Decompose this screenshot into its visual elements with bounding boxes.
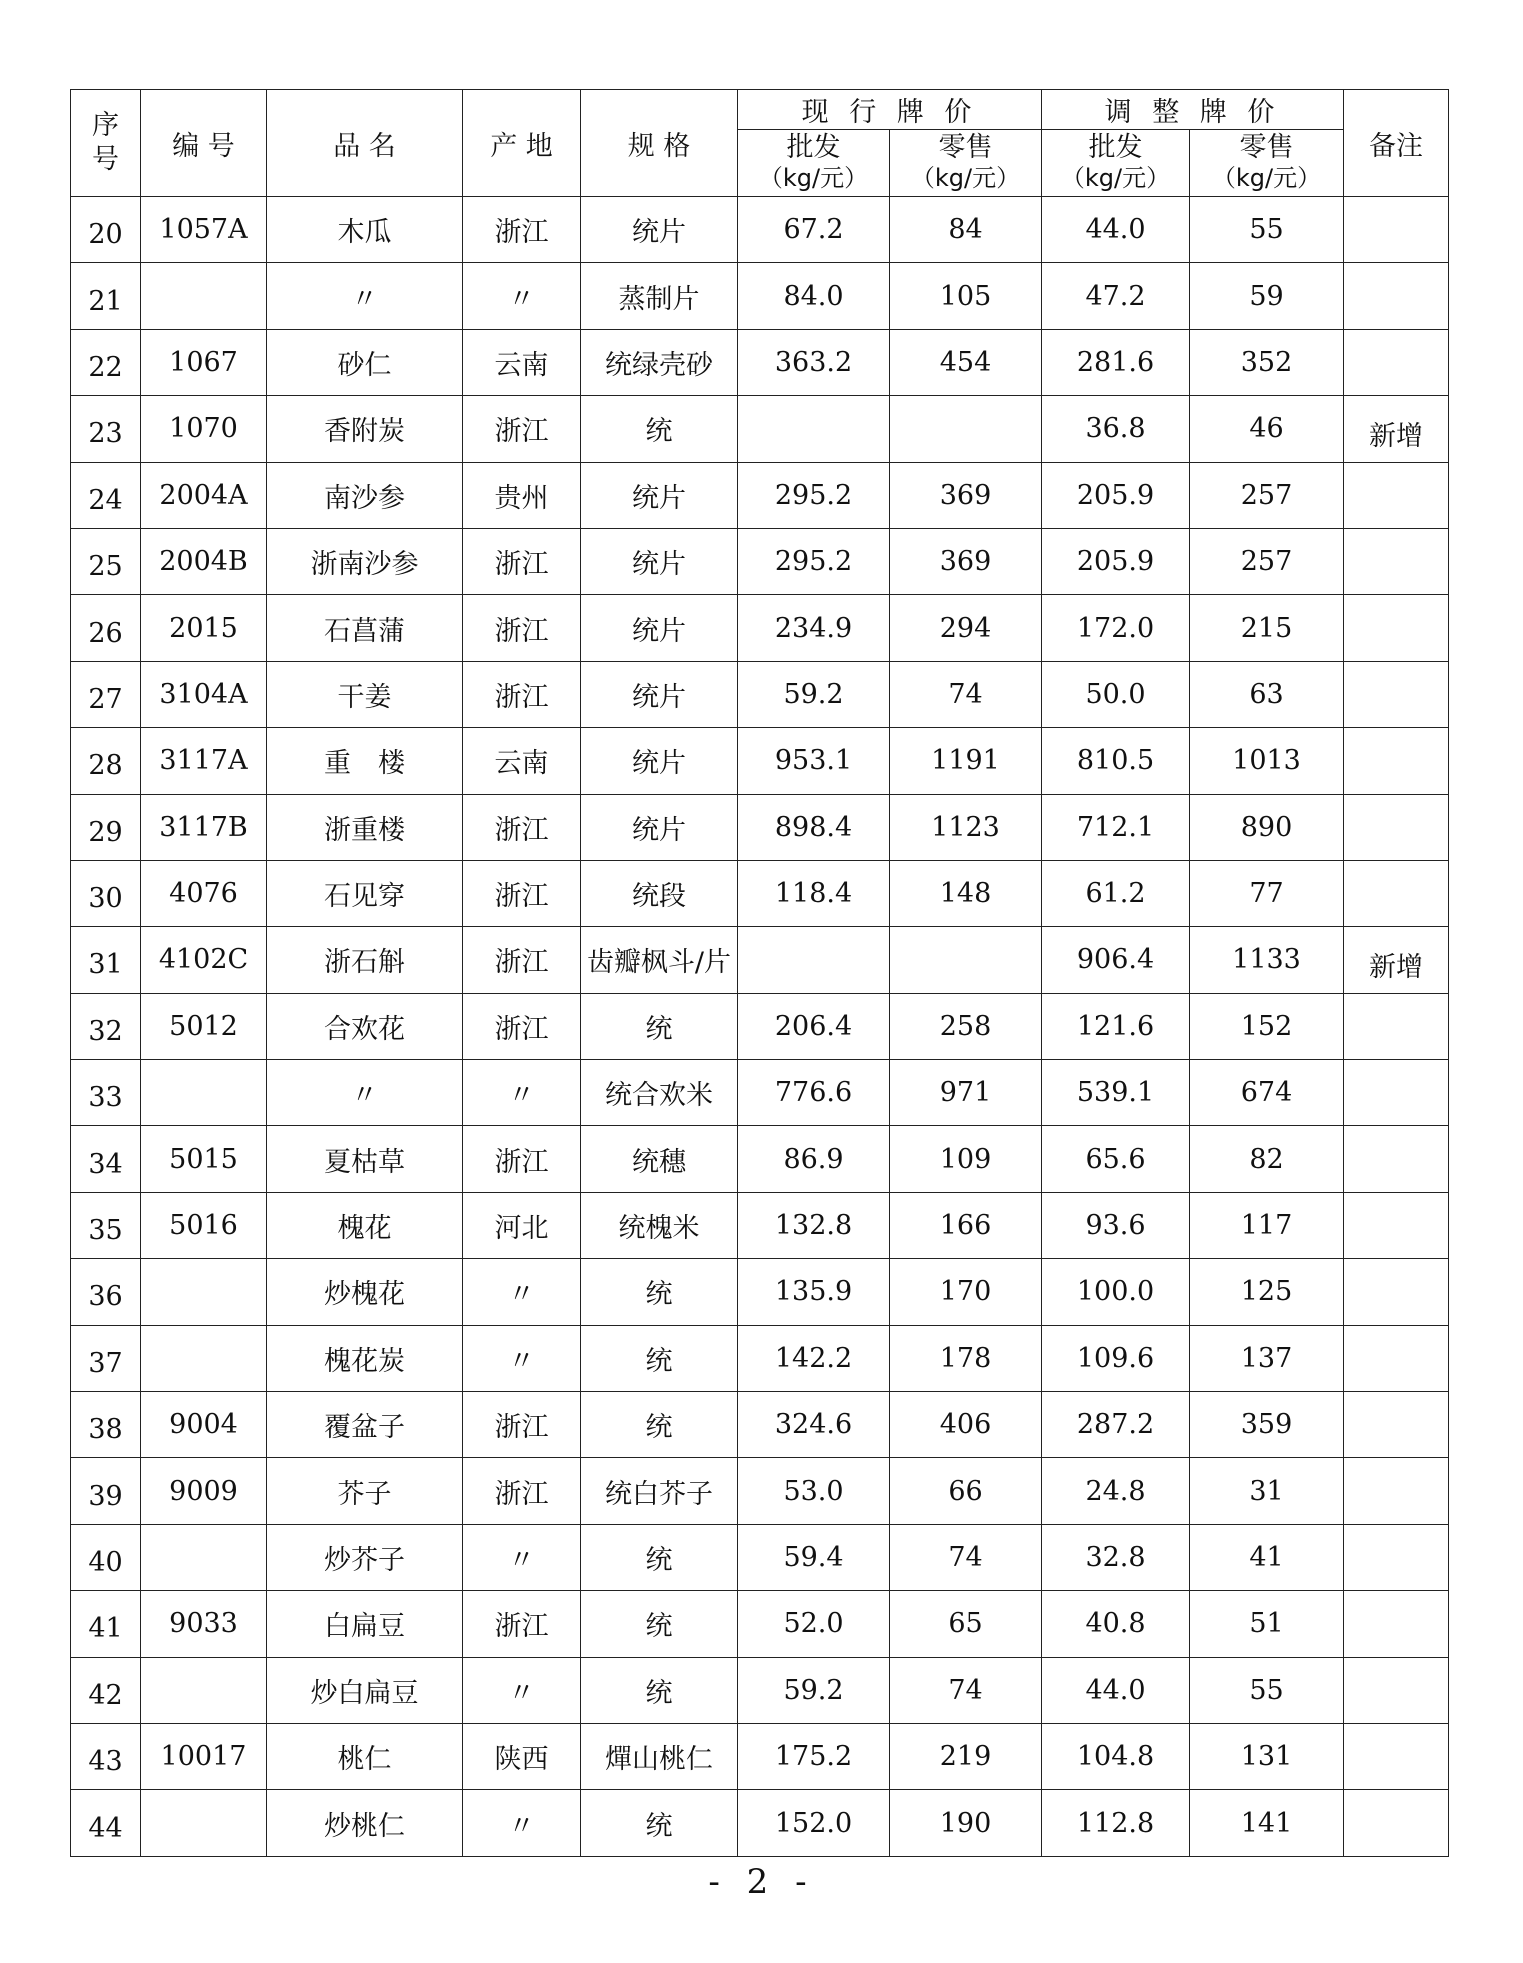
cell-current-retail: 74 — [890, 1657, 1042, 1723]
cell-adjusted-retail: 1133 — [1190, 927, 1344, 993]
cell-adjusted-wholesale: 109.6 — [1042, 1325, 1190, 1391]
cell-adjusted-retail: 125 — [1190, 1259, 1344, 1325]
cell-current-retail: 258 — [890, 993, 1042, 1059]
cell-seq: 26 — [71, 595, 141, 661]
cell-remark — [1344, 528, 1449, 594]
cell-current-wholesale: 59.4 — [738, 1524, 890, 1590]
header-current-retail: 零售 （kg/元） — [890, 130, 1042, 197]
header-current-wholesale: 批发 （kg/元） — [738, 130, 890, 197]
table-row — [71, 1657, 1449, 1723]
cell-current-retail: 109 — [890, 1126, 1042, 1192]
cell-origin: 浙江 — [463, 197, 581, 263]
cell-current-wholesale: 86.9 — [738, 1126, 890, 1192]
cell-name: 炒桃仁 — [267, 1790, 463, 1856]
cell-name: 重 楼 — [267, 728, 463, 794]
cell-adjusted-retail: 77 — [1190, 860, 1344, 926]
cell-code: 4076 — [141, 860, 267, 926]
cell-remark — [1344, 860, 1449, 926]
cell-spec: 统绿壳砂 — [581, 329, 738, 395]
cell-spec: 统片 — [581, 661, 738, 727]
cell-spec: 统段 — [581, 860, 738, 926]
cell-remark — [1344, 1325, 1449, 1391]
cell-name: 石菖蒲 — [267, 595, 463, 661]
cell-origin: 〃 — [463, 1790, 581, 1856]
table-row — [71, 1591, 1449, 1657]
cell-origin: 浙江 — [463, 1591, 581, 1657]
cell-seq: 36 — [71, 1259, 141, 1325]
cell-adjusted-wholesale: 539.1 — [1042, 1060, 1190, 1126]
table-row — [71, 1723, 1449, 1789]
cell-origin: 〃 — [463, 1524, 581, 1590]
cell-code: 3117B — [141, 794, 267, 860]
cell-name: 砂仁 — [267, 329, 463, 395]
cell-spec: 统穗 — [581, 1126, 738, 1192]
cell-code: 2004B — [141, 528, 267, 594]
cell-seq: 41 — [71, 1591, 141, 1657]
cell-current-retail: 406 — [890, 1392, 1042, 1458]
cell-code: 10017 — [141, 1723, 267, 1789]
cell-seq: 22 — [71, 329, 141, 395]
cell-remark — [1344, 1060, 1449, 1126]
table-row — [71, 329, 1449, 395]
cell-adjusted-wholesale: 205.9 — [1042, 462, 1190, 528]
cell-adjusted-retail: 257 — [1190, 528, 1344, 594]
cell-code: 9033 — [141, 1591, 267, 1657]
cell-name: 炒芥子 — [267, 1524, 463, 1590]
cell-remark — [1344, 329, 1449, 395]
cell-origin: 云南 — [463, 728, 581, 794]
cell-origin: 〃 — [463, 263, 581, 329]
table-row — [71, 1392, 1449, 1458]
cell-seq: 44 — [71, 1790, 141, 1856]
price-table — [70, 89, 1449, 1857]
table-row — [71, 595, 1449, 661]
table-row — [71, 927, 1449, 993]
cell-current-wholesale: 175.2 — [738, 1723, 890, 1789]
cell-adjusted-retail: 352 — [1190, 329, 1344, 395]
cell-name: 芥子 — [267, 1458, 463, 1524]
cell-spec: 统 — [581, 396, 738, 462]
cell-name: 浙重楼 — [267, 794, 463, 860]
cell-code: 5015 — [141, 1126, 267, 1192]
cell-remark — [1344, 1790, 1449, 1856]
cell-name: 覆盆子 — [267, 1392, 463, 1458]
cell-remark — [1344, 661, 1449, 727]
cell-spec: 统合欢米 — [581, 1060, 738, 1126]
cell-adjusted-retail: 82 — [1190, 1126, 1344, 1192]
cell-adjusted-retail: 890 — [1190, 794, 1344, 860]
cell-code: 1067 — [141, 329, 267, 395]
cell-spec: 统 — [581, 1259, 738, 1325]
cell-remark — [1344, 595, 1449, 661]
cell-adjusted-wholesale: 65.6 — [1042, 1126, 1190, 1192]
cell-current-wholesale: 135.9 — [738, 1259, 890, 1325]
cell-name: 南沙参 — [267, 462, 463, 528]
cell-seq: 37 — [71, 1325, 141, 1391]
cell-origin: 浙江 — [463, 1392, 581, 1458]
table-row — [71, 661, 1449, 727]
cell-spec: 统 — [581, 1524, 738, 1590]
table-body — [71, 197, 1449, 1857]
cell-seq: 20 — [71, 197, 141, 263]
table-row — [71, 1192, 1449, 1258]
cell-adjusted-retail: 41 — [1190, 1524, 1344, 1590]
cell-adjusted-retail: 55 — [1190, 1657, 1344, 1723]
cell-remark — [1344, 1657, 1449, 1723]
cell-remark: 新增 — [1344, 396, 1449, 462]
cell-adjusted-retail: 257 — [1190, 462, 1344, 528]
cell-current-wholesale: 132.8 — [738, 1192, 890, 1258]
cell-current-wholesale: 67.2 — [738, 197, 890, 263]
cell-code: 5012 — [141, 993, 267, 1059]
cell-adjusted-retail: 31 — [1190, 1458, 1344, 1524]
header-name: 品 名 — [267, 90, 463, 197]
header-remark: 备注 — [1344, 90, 1449, 197]
cell-current-retail: 105 — [890, 263, 1042, 329]
table-row — [71, 1458, 1449, 1524]
cell-adjusted-wholesale: 40.8 — [1042, 1591, 1190, 1657]
table-row — [71, 462, 1449, 528]
cell-spec: 蒸制片 — [581, 263, 738, 329]
price-table-container — [70, 89, 1448, 1857]
cell-current-wholesale: 142.2 — [738, 1325, 890, 1391]
cell-current-wholesale — [738, 927, 890, 993]
cell-spec: 统 — [581, 1657, 738, 1723]
cell-remark — [1344, 1192, 1449, 1258]
cell-current-retail: 166 — [890, 1192, 1042, 1258]
cell-adjusted-retail: 1013 — [1190, 728, 1344, 794]
cell-current-retail: 65 — [890, 1591, 1042, 1657]
cell-adjusted-wholesale: 32.8 — [1042, 1524, 1190, 1590]
cell-current-retail: 971 — [890, 1060, 1042, 1126]
cell-seq: 28 — [71, 728, 141, 794]
cell-code: 9004 — [141, 1392, 267, 1458]
cell-adjusted-wholesale: 281.6 — [1042, 329, 1190, 395]
cell-current-retail: 74 — [890, 1524, 1042, 1590]
cell-current-retail — [890, 927, 1042, 993]
header-code: 编 号 — [141, 90, 267, 197]
cell-current-wholesale: 324.6 — [738, 1392, 890, 1458]
cell-code — [141, 1060, 267, 1126]
cell-current-wholesale: 152.0 — [738, 1790, 890, 1856]
cell-origin: 〃 — [463, 1325, 581, 1391]
cell-code — [141, 1524, 267, 1590]
cell-current-retail: 74 — [890, 661, 1042, 727]
cell-origin: 浙江 — [463, 396, 581, 462]
cell-adjusted-retail: 131 — [1190, 1723, 1344, 1789]
cell-code: 1070 — [141, 396, 267, 462]
header-adjusted-retail: 零售 （kg/元） — [1190, 130, 1344, 197]
cell-origin: 浙江 — [463, 1458, 581, 1524]
cell-remark — [1344, 1392, 1449, 1458]
cell-adjusted-wholesale: 36.8 — [1042, 396, 1190, 462]
cell-seq: 27 — [71, 661, 141, 727]
cell-remark — [1344, 728, 1449, 794]
cell-current-retail: 369 — [890, 528, 1042, 594]
cell-adjusted-retail: 152 — [1190, 993, 1344, 1059]
cell-code: 2004A — [141, 462, 267, 528]
table-row — [71, 197, 1449, 263]
cell-origin: 〃 — [463, 1657, 581, 1723]
cell-origin: 浙江 — [463, 595, 581, 661]
table-row — [71, 1325, 1449, 1391]
cell-origin: 〃 — [463, 1259, 581, 1325]
cell-adjusted-wholesale: 44.0 — [1042, 1657, 1190, 1723]
cell-name: 桃仁 — [267, 1723, 463, 1789]
cell-current-wholesale: 206.4 — [738, 993, 890, 1059]
cell-spec: 统白芥子 — [581, 1458, 738, 1524]
cell-spec: 燀山桃仁 — [581, 1723, 738, 1789]
cell-code: 3117A — [141, 728, 267, 794]
cell-adjusted-wholesale: 47.2 — [1042, 263, 1190, 329]
header-origin: 产 地 — [463, 90, 581, 197]
cell-remark — [1344, 1723, 1449, 1789]
cell-seq: 21 — [71, 263, 141, 329]
cell-current-wholesale: 776.6 — [738, 1060, 890, 1126]
cell-remark — [1344, 1259, 1449, 1325]
cell-code: 2015 — [141, 595, 267, 661]
cell-spec: 统片 — [581, 728, 738, 794]
cell-name: 石见穿 — [267, 860, 463, 926]
cell-adjusted-wholesale: 24.8 — [1042, 1458, 1190, 1524]
cell-adjusted-wholesale: 112.8 — [1042, 1790, 1190, 1856]
cell-adjusted-wholesale: 61.2 — [1042, 860, 1190, 926]
cell-spec: 统片 — [581, 794, 738, 860]
cell-spec: 统片 — [581, 462, 738, 528]
cell-spec: 统槐米 — [581, 1192, 738, 1258]
cell-adjusted-wholesale: 50.0 — [1042, 661, 1190, 727]
cell-origin: 浙江 — [463, 528, 581, 594]
cell-spec: 统 — [581, 1325, 738, 1391]
cell-spec: 齿瓣枫斗/片 — [581, 927, 738, 993]
cell-name: 干姜 — [267, 661, 463, 727]
cell-remark — [1344, 462, 1449, 528]
cell-name: 香附炭 — [267, 396, 463, 462]
cell-adjusted-retail: 674 — [1190, 1060, 1344, 1126]
cell-code — [141, 263, 267, 329]
table-row — [71, 860, 1449, 926]
cell-remark — [1344, 197, 1449, 263]
cell-code — [141, 1325, 267, 1391]
cell-current-wholesale: 59.2 — [738, 1657, 890, 1723]
cell-seq: 33 — [71, 1060, 141, 1126]
cell-spec: 统 — [581, 993, 738, 1059]
cell-adjusted-retail: 51 — [1190, 1591, 1344, 1657]
cell-seq: 30 — [71, 860, 141, 926]
table-row — [71, 993, 1449, 1059]
cell-adjusted-wholesale: 712.1 — [1042, 794, 1190, 860]
cell-seq: 43 — [71, 1723, 141, 1789]
cell-origin: 浙江 — [463, 1126, 581, 1192]
cell-remark — [1344, 1524, 1449, 1590]
table-row — [71, 1126, 1449, 1192]
cell-adjusted-wholesale: 172.0 — [1042, 595, 1190, 661]
table-row — [71, 1790, 1449, 1856]
table-row — [71, 396, 1449, 462]
cell-current-retail: 294 — [890, 595, 1042, 661]
cell-name: 炒白扁豆 — [267, 1657, 463, 1723]
header-adjusted-wholesale: 批发 （kg/元） — [1042, 130, 1190, 197]
cell-origin: 浙江 — [463, 860, 581, 926]
cell-current-wholesale: 295.2 — [738, 528, 890, 594]
cell-adjusted-wholesale: 205.9 — [1042, 528, 1190, 594]
cell-current-wholesale: 53.0 — [738, 1458, 890, 1524]
cell-seq: 42 — [71, 1657, 141, 1723]
cell-adjusted-retail: 55 — [1190, 197, 1344, 263]
table-row — [71, 528, 1449, 594]
cell-origin: 陕西 — [463, 1723, 581, 1789]
cell-current-wholesale: 234.9 — [738, 595, 890, 661]
cell-remark — [1344, 1126, 1449, 1192]
cell-name: 浙南沙参 — [267, 528, 463, 594]
cell-name: 夏枯草 — [267, 1126, 463, 1192]
cell-adjusted-wholesale: 104.8 — [1042, 1723, 1190, 1789]
cell-current-retail: 178 — [890, 1325, 1042, 1391]
table-row — [71, 728, 1449, 794]
cell-code: 3104A — [141, 661, 267, 727]
cell-adjusted-retail: 46 — [1190, 396, 1344, 462]
cell-spec: 统片 — [581, 197, 738, 263]
cell-code — [141, 1790, 267, 1856]
header-adjusted-price: 调 整 牌 价 — [1042, 90, 1344, 130]
cell-name: 合欢花 — [267, 993, 463, 1059]
cell-adjusted-retail: 359 — [1190, 1392, 1344, 1458]
cell-current-retail: 66 — [890, 1458, 1042, 1524]
cell-code: 5016 — [141, 1192, 267, 1258]
cell-remark: 新增 — [1344, 927, 1449, 993]
cell-adjusted-retail: 137 — [1190, 1325, 1344, 1391]
table-row — [71, 1060, 1449, 1126]
cell-remark — [1344, 1458, 1449, 1524]
cell-code: 1057A — [141, 197, 267, 263]
table-row — [71, 1524, 1449, 1590]
cell-seq: 32 — [71, 993, 141, 1059]
cell-adjusted-retail: 63 — [1190, 661, 1344, 727]
cell-seq: 40 — [71, 1524, 141, 1590]
cell-seq: 29 — [71, 794, 141, 860]
cell-remark — [1344, 263, 1449, 329]
cell-code — [141, 1259, 267, 1325]
cell-name: 槐花 — [267, 1192, 463, 1258]
cell-adjusted-wholesale: 810.5 — [1042, 728, 1190, 794]
header-spec: 规 格 — [581, 90, 738, 197]
cell-code — [141, 1657, 267, 1723]
cell-current-retail: 219 — [890, 1723, 1042, 1789]
cell-spec: 统 — [581, 1790, 738, 1856]
cell-remark — [1344, 993, 1449, 1059]
cell-seq: 25 — [71, 528, 141, 594]
cell-seq: 23 — [71, 396, 141, 462]
cell-current-retail: 369 — [890, 462, 1042, 528]
cell-current-wholesale: 84.0 — [738, 263, 890, 329]
cell-current-retail: 148 — [890, 860, 1042, 926]
cell-origin: 浙江 — [463, 794, 581, 860]
cell-current-wholesale — [738, 396, 890, 462]
cell-adjusted-wholesale: 93.6 — [1042, 1192, 1190, 1258]
cell-current-retail: 190 — [890, 1790, 1042, 1856]
cell-spec: 统 — [581, 1591, 738, 1657]
cell-current-retail: 454 — [890, 329, 1042, 395]
cell-origin: 浙江 — [463, 927, 581, 993]
cell-seq: 35 — [71, 1192, 141, 1258]
cell-current-wholesale: 59.2 — [738, 661, 890, 727]
cell-origin: 浙江 — [463, 993, 581, 1059]
cell-seq: 31 — [71, 927, 141, 993]
header-current-price: 现 行 牌 价 — [738, 90, 1042, 130]
header-seq: 序号 — [71, 90, 141, 197]
table-row — [71, 1259, 1449, 1325]
cell-name: 〃 — [267, 1060, 463, 1126]
cell-current-wholesale: 953.1 — [738, 728, 890, 794]
cell-current-retail: 1191 — [890, 728, 1042, 794]
cell-current-wholesale: 295.2 — [738, 462, 890, 528]
cell-current-retail — [890, 396, 1042, 462]
cell-origin: 云南 — [463, 329, 581, 395]
cell-seq: 39 — [71, 1458, 141, 1524]
cell-origin: 〃 — [463, 1060, 581, 1126]
cell-seq: 24 — [71, 462, 141, 528]
page-number: - 2 - — [708, 1862, 815, 1902]
cell-current-retail: 170 — [890, 1259, 1042, 1325]
cell-adjusted-wholesale: 100.0 — [1042, 1259, 1190, 1325]
cell-adjusted-retail: 117 — [1190, 1192, 1344, 1258]
cell-seq: 34 — [71, 1126, 141, 1192]
cell-current-retail: 84 — [890, 197, 1042, 263]
table-row — [71, 263, 1449, 329]
cell-origin: 浙江 — [463, 661, 581, 727]
cell-origin: 河北 — [463, 1192, 581, 1258]
cell-name: 槐花炭 — [267, 1325, 463, 1391]
cell-adjusted-wholesale: 906.4 — [1042, 927, 1190, 993]
cell-origin: 贵州 — [463, 462, 581, 528]
cell-current-wholesale: 52.0 — [738, 1591, 890, 1657]
cell-spec: 统片 — [581, 528, 738, 594]
cell-spec: 统片 — [581, 595, 738, 661]
cell-current-retail: 1123 — [890, 794, 1042, 860]
cell-name: 白扁豆 — [267, 1591, 463, 1657]
cell-adjusted-wholesale: 121.6 — [1042, 993, 1190, 1059]
cell-remark — [1344, 794, 1449, 860]
cell-name: 炒槐花 — [267, 1259, 463, 1325]
cell-adjusted-retail: 215 — [1190, 595, 1344, 661]
cell-adjusted-retail: 141 — [1190, 1790, 1344, 1856]
table-row — [71, 794, 1449, 860]
cell-name: 〃 — [267, 263, 463, 329]
cell-seq: 38 — [71, 1392, 141, 1458]
cell-code: 4102C — [141, 927, 267, 993]
cell-adjusted-wholesale: 44.0 — [1042, 197, 1190, 263]
cell-adjusted-wholesale: 287.2 — [1042, 1392, 1190, 1458]
cell-name: 浙石斛 — [267, 927, 463, 993]
cell-spec: 统 — [581, 1392, 738, 1458]
cell-current-wholesale: 898.4 — [738, 794, 890, 860]
cell-name: 木瓜 — [267, 197, 463, 263]
cell-current-wholesale: 118.4 — [738, 860, 890, 926]
cell-code: 9009 — [141, 1458, 267, 1524]
cell-remark — [1344, 1591, 1449, 1657]
cell-current-wholesale: 363.2 — [738, 329, 890, 395]
cell-adjusted-retail: 59 — [1190, 263, 1344, 329]
